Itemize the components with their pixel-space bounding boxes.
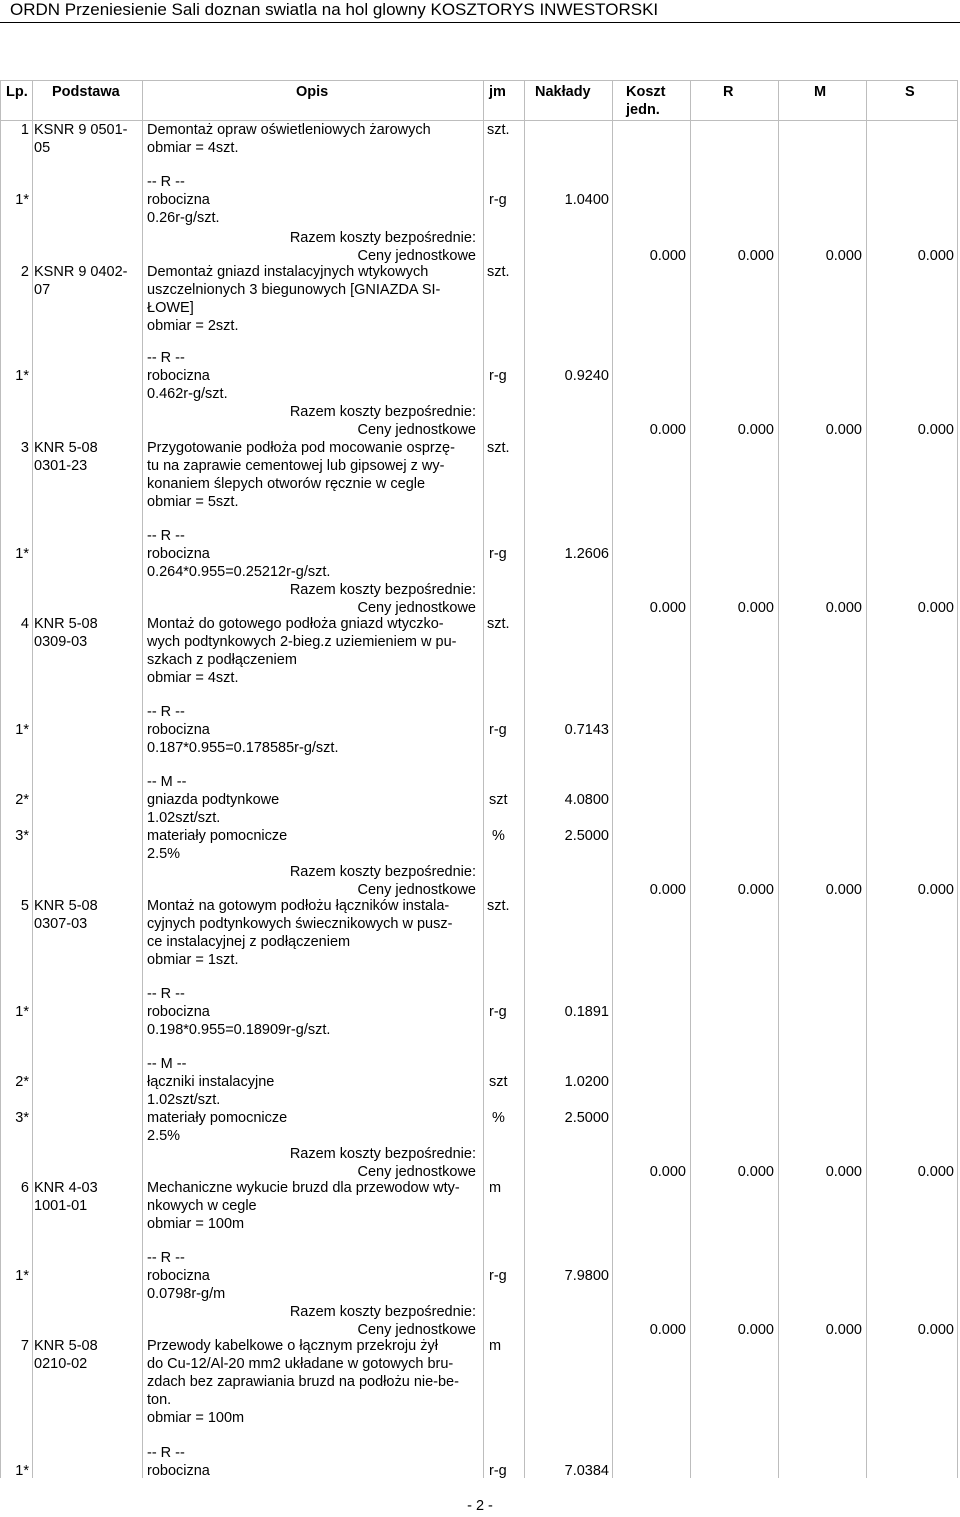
resource-unit: % [492, 828, 505, 844]
total-sum: 0.000 [917, 1322, 954, 1338]
total-m: 0.000 [737, 882, 774, 898]
resource-index: 1* [15, 722, 29, 738]
position-basis: KNR 4-03 [34, 1180, 98, 1196]
position-description: do Cu-12/Al-20 mm2 układane w gotowych bru- [147, 1356, 454, 1372]
total-m: 0.000 [737, 1164, 774, 1180]
resource-index: 2* [15, 1074, 29, 1090]
position-basis: KNR 5-08 [34, 1338, 98, 1354]
resource-section-label: -- R -- [147, 174, 185, 190]
position-description: Demontaż opraw oświetleniowych żarowych [147, 122, 431, 138]
total-r: 0.000 [649, 882, 686, 898]
position-basis: KNR 5-08 [34, 440, 98, 456]
position-description: zdach bez zaprawiania bruzd na podłożu nie-be- [147, 1374, 459, 1390]
total-s: 0.000 [825, 248, 862, 264]
position-description: Przewody kabelkowe o łącznym przekroju żył [147, 1338, 438, 1354]
resource-norm: 2.5% [147, 1128, 181, 1144]
header-koszt-jedn: jedn. [626, 102, 660, 118]
resource-section-label: -- M -- [147, 1056, 187, 1072]
header-s: S [905, 84, 915, 100]
position-lp: 6 [20, 1180, 29, 1196]
header-r: R [723, 84, 734, 100]
position-description: obmiar = 4szt. [147, 140, 239, 156]
resource-name: robocizna [147, 1268, 210, 1284]
unit-prices-label: Ceny jednostkowe [357, 600, 476, 616]
total-m: 0.000 [737, 1322, 774, 1338]
position-basis: 07 [34, 282, 51, 298]
total-r: 0.000 [649, 600, 686, 616]
position-description: Mechaniczne wykucie bruzd dla przewodow wty- [147, 1180, 460, 1196]
total-r: 0.000 [649, 422, 686, 438]
total-r: 0.000 [649, 248, 686, 264]
header-jm: jm [489, 84, 506, 100]
resource-index: 2* [15, 792, 29, 808]
resource-quantity: 7.0384 [564, 1463, 609, 1479]
header-rule [0, 22, 960, 23]
resource-name: robocizna [147, 1004, 210, 1020]
total-sum: 0.000 [917, 422, 954, 438]
resource-unit: r-g [489, 368, 507, 384]
resource-unit: r-g [489, 722, 507, 738]
document-title: ORDN Przeniesienie Sali doznan swiatla na hol glowny KOSZTORYS INWESTORSKI [10, 0, 659, 19]
resource-quantity: 1.2606 [564, 546, 609, 562]
resource-quantity: 1.0400 [564, 192, 609, 208]
direct-costs-label: Razem koszty bezpośrednie: [289, 404, 476, 420]
resource-norm: 2.5% [147, 846, 181, 862]
position-description: Przygotowanie podłoża pod mocowanie osprzę- [147, 440, 455, 456]
position-unit: szt. [487, 264, 510, 280]
total-r: 0.000 [649, 1164, 686, 1180]
position-basis: 0210-02 [34, 1356, 88, 1372]
total-s: 0.000 [825, 1322, 862, 1338]
position-lp: 1 [20, 122, 29, 138]
resource-name: robocizna [147, 546, 210, 562]
position-description: Montaż do gotowego podłoża gniazd wtyczko- [147, 616, 444, 632]
total-m: 0.000 [737, 600, 774, 616]
position-basis: KNR 5-08 [34, 616, 98, 632]
position-unit: szt. [487, 898, 510, 914]
total-s: 0.000 [825, 1164, 862, 1180]
header-naklady: Nakłady [535, 84, 591, 100]
resource-quantity: 0.1891 [564, 1004, 609, 1020]
resource-unit: r-g [489, 1463, 507, 1479]
total-m: 0.000 [737, 422, 774, 438]
direct-costs-label: Razem koszty bezpośrednie: [289, 582, 476, 598]
page-number: - 2 - [467, 1498, 493, 1514]
resource-name: materiały pomocnicze [147, 828, 288, 844]
cost-table [0, 80, 958, 1478]
resource-unit: r-g [489, 192, 507, 208]
header-koszt: Koszt [626, 84, 666, 100]
position-basis: KSNR 9 0402- [34, 264, 128, 280]
position-description: tu na zaprawie cementowej lub gipsowej z wy- [147, 458, 445, 474]
header-m: M [814, 84, 827, 100]
resource-index: 1* [15, 368, 29, 384]
unit-prices-label: Ceny jednostkowe [357, 882, 476, 898]
resource-norm: 0.198*0.955=0.18909r-g/szt. [147, 1022, 331, 1038]
resource-index: 3* [15, 1110, 29, 1126]
position-unit: szt. [487, 616, 510, 632]
position-description: obmiar = 100m [147, 1216, 245, 1232]
position-description: uszczelnionych 3 biegunowych [GNIAZDA SI- [147, 282, 441, 298]
position-description: ŁOWE] [147, 300, 194, 316]
resource-unit: r-g [489, 1004, 507, 1020]
resource-name: robocizna [147, 1463, 210, 1479]
resource-name: robocizna [147, 368, 210, 384]
resource-section-label: -- R -- [147, 1250, 185, 1266]
resource-section-label: -- R -- [147, 528, 185, 544]
position-description: szkach z podłączeniem [147, 652, 297, 668]
position-unit: m [489, 1180, 502, 1196]
total-sum: 0.000 [917, 882, 954, 898]
position-basis: 05 [34, 140, 51, 156]
resource-section-label: -- M -- [147, 774, 187, 790]
resource-name: materiały pomocnicze [147, 1110, 288, 1126]
position-lp: 2 [20, 264, 29, 280]
total-sum: 0.000 [917, 600, 954, 616]
total-s: 0.000 [825, 422, 862, 438]
direct-costs-label: Razem koszty bezpośrednie: [289, 1304, 476, 1320]
resource-norm: 0.26r-g/szt. [147, 210, 220, 226]
position-lp: 4 [20, 616, 29, 632]
resource-index: 1* [15, 192, 29, 208]
resource-index: 1* [15, 1463, 29, 1479]
position-description: Demontaż gniazd instalacyjnych wtykowych [147, 264, 429, 280]
resource-quantity: 1.0200 [564, 1074, 609, 1090]
resource-quantity: 0.9240 [564, 368, 609, 384]
resource-norm: 0.187*0.955=0.178585r-g/szt. [147, 740, 339, 756]
position-lp: 5 [20, 898, 29, 914]
position-basis: 0307-03 [34, 916, 88, 932]
total-s: 0.000 [825, 600, 862, 616]
total-r: 0.000 [649, 1322, 686, 1338]
unit-prices-label: Ceny jednostkowe [357, 248, 476, 264]
resource-unit: % [492, 1110, 505, 1126]
position-unit: szt. [487, 122, 510, 138]
position-description: obmiar = 100m [147, 1410, 245, 1426]
resource-norm: 1.02szt/szt. [147, 1092, 221, 1108]
position-description: konaniem ślepych otworów ręcznie w cegle [147, 476, 426, 492]
resource-quantity: 2.5000 [564, 828, 609, 844]
resource-unit: szt [489, 792, 508, 808]
resource-norm: 0.462r-g/szt. [147, 386, 228, 402]
resource-index: 1* [15, 1268, 29, 1284]
resource-norm: 0.0798r-g/m [147, 1286, 226, 1302]
position-description: ce instalacyjnej z podłączeniem [147, 934, 351, 950]
total-sum: 0.000 [917, 248, 954, 264]
position-basis: 1001-01 [34, 1198, 88, 1214]
resource-quantity: 4.0800 [564, 792, 609, 808]
resource-name: łączniki instalacyjne [147, 1074, 275, 1090]
position-description: obmiar = 2szt. [147, 318, 239, 334]
position-description: obmiar = 5szt. [147, 494, 239, 510]
position-basis: 0301-23 [34, 458, 88, 474]
position-unit: szt. [487, 440, 510, 456]
resource-index: 1* [15, 546, 29, 562]
position-basis: 0309-03 [34, 634, 88, 650]
header-lp: Lp. [6, 84, 28, 100]
position-description: wych podtynkowych 2-bieg.z uziemieniem w pu- [147, 634, 457, 650]
unit-prices-label: Ceny jednostkowe [357, 1164, 476, 1180]
direct-costs-label: Razem koszty bezpośrednie: [289, 1146, 476, 1162]
direct-costs-label: Razem koszty bezpośrednie: [289, 864, 476, 880]
resource-norm: 0.264*0.955=0.25212r-g/szt. [147, 564, 331, 580]
resource-section-label: -- R -- [147, 704, 185, 720]
resource-name: robocizna [147, 192, 210, 208]
direct-costs-label: Razem koszty bezpośrednie: [289, 230, 476, 246]
total-sum: 0.000 [917, 1164, 954, 1180]
resource-quantity: 7.9800 [564, 1268, 609, 1284]
total-m: 0.000 [737, 248, 774, 264]
position-description: ton. [147, 1392, 172, 1408]
resource-quantity: 2.5000 [564, 1110, 609, 1126]
resource-section-label: -- R -- [147, 986, 185, 1002]
resource-quantity: 0.7143 [564, 722, 609, 738]
unit-prices-label: Ceny jednostkowe [357, 1322, 476, 1338]
position-description: cyjnych podtynkowych świecznikowych w pusz- [147, 916, 453, 932]
position-lp: 3 [20, 440, 29, 456]
resource-section-label: -- R -- [147, 350, 185, 366]
position-description: obmiar = 4szt. [147, 670, 239, 686]
position-lp: 7 [20, 1338, 29, 1354]
position-description: obmiar = 1szt. [147, 952, 239, 968]
position-basis: KNR 5-08 [34, 898, 98, 914]
total-s: 0.000 [825, 882, 862, 898]
unit-prices-label: Ceny jednostkowe [357, 422, 476, 438]
resource-name: robocizna [147, 722, 210, 738]
header-opis: Opis [296, 84, 329, 100]
resource-index: 1* [15, 1004, 29, 1020]
resource-name: gniazda podtynkowe [147, 792, 280, 808]
resource-index: 3* [15, 828, 29, 844]
position-description: nkowych w cegle [147, 1198, 257, 1214]
position-description: Montaż na gotowym podłożu łączników instala- [147, 898, 450, 914]
resource-unit: r-g [489, 1268, 507, 1284]
resource-unit: szt [489, 1074, 508, 1090]
position-basis: KSNR 9 0501- [34, 122, 128, 138]
header-podstawa: Podstawa [52, 84, 120, 100]
resource-section-label: -- R -- [147, 1445, 185, 1461]
position-unit: m [489, 1338, 502, 1354]
resource-unit: r-g [489, 546, 507, 562]
resource-norm: 1.02szt/szt. [147, 810, 221, 826]
